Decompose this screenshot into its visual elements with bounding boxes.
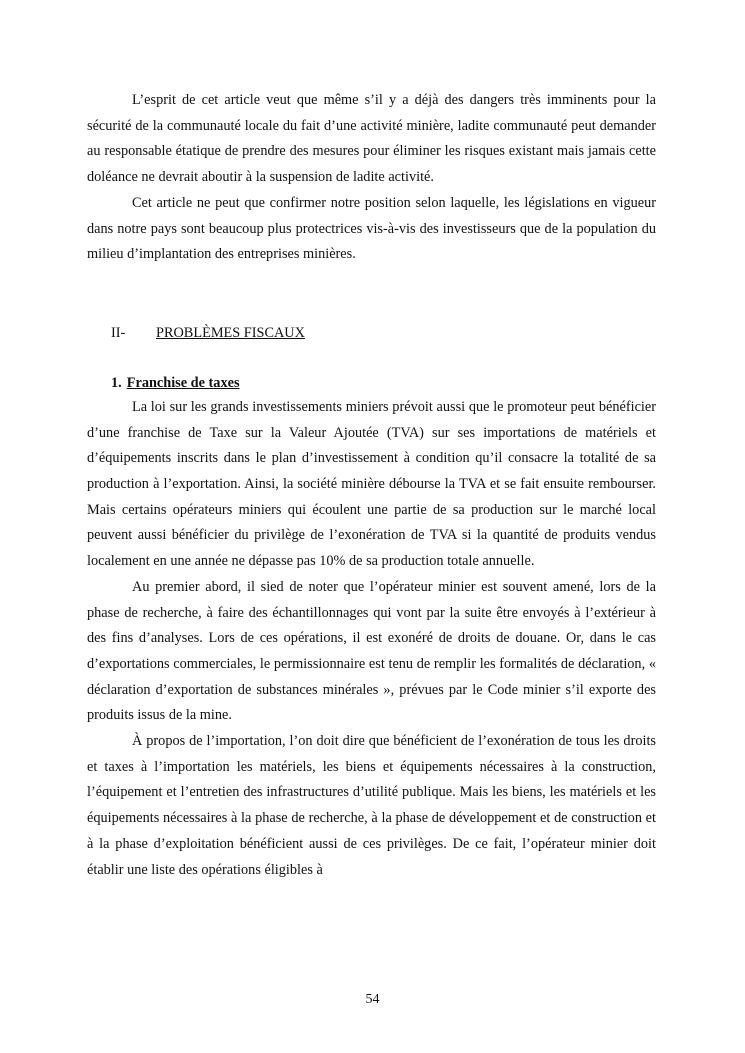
section-title: PROBLÈMES FISCAUX [156, 324, 305, 341]
paragraph-community-risk: L’esprit de cet article veut que même s’il y a déjà des dangers très imminents pour la sécurité de la communauté locale du fait d’une activité minière, ladite communauté peut demander au responsable étatique de prendre des mesures pour éliminer les risques existant mais jamais cette doléance ne devrait aboutir à la suspension de ladite activité. [87, 92, 656, 186]
subsection-title: Franchise de taxes [126, 374, 240, 391]
subsection-heading [87, 373, 656, 395]
paragraph-tva-franchise: La loi sur les grands investissements miniers prévoit aussi que le promoteur peut bénéficier d’une franchise de Taxe sur la Valeur Ajoutée (TVA) sur ses importations de matériels et d’équipements inscrits dans le plan d’investissement à condition qu’il consacre la totalité de sa production à l’exportation. Ainsi, la société minière débourse la TVA et se fait ensuite rembourser. Mais certains opérateurs miniers qui écoulent une partie de sa production sur le marché local peuvent aussi bénéficier du privilège de l’exonération de TVA si la quantité de produits vendus localement en une année ne dépasse pas 10% de sa production totale annuelle. [87, 398, 656, 570]
subsection-number: 1. [111, 374, 122, 391]
page-number: 54 [365, 992, 380, 1007]
paragraph-legislation-position: Cet article ne peut que confirmer notre position selon laquelle, les législations en vigueur dans notre pays sont beaucoup plus protectrices vis-à-vis des investisseurs que de la population du milieu d’implantation des entreprises minières. [87, 194, 656, 263]
section-heading [87, 323, 656, 345]
paragraph-import-exemption: À propos de l’importation, l’on doit dire que bénéficient de l’exonération de tous les droits et taxes à l’importation les matériels, les biens et équipements nécessaires à la construction, l’équipement et l’entretien des infrastructures d’utilité publique. Mais les biens, les matériels et les équipements nécessaires à la phase de recherche, à la phase de développement et de construction et à la phase d’exploitation bénéficient aussi de ces privilèges. De ce fait, l’opérateur minier doit établir une liste des opérations éligibles à [87, 733, 656, 878]
section-number: II- [111, 324, 126, 341]
document-page [87, 88, 656, 883]
paragraph-export-formalities: Au premier abord, il sied de noter que l’opérateur minier est souvent amené, lors de la phase de recherche, à faire des échantillonnages qui vont par la suite être envoyés à l’extérieur à des fins d’analyses. Lors de ces opérations, il est exonéré de droits de douane. Or, dans le cas d’exportations commerciales, le permissionnaire est tenu de remplir les formalités de déclaration, « déclaration d’exportation de substances minérales », prévues par le Code minier s’il exporte des produits issus de la mine. [87, 578, 656, 724]
